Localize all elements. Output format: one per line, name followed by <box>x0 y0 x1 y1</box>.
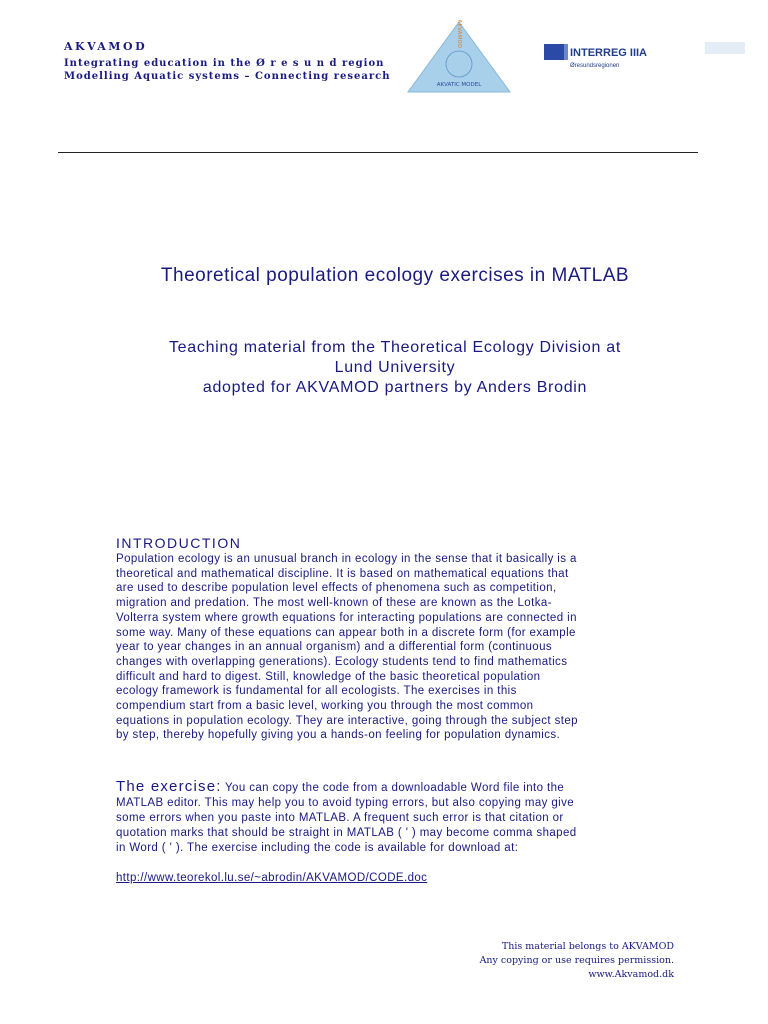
exercise-line: some errors when you paste into MATLAB. A frequent such error is that citation or <box>116 812 564 824</box>
exercise-first-line <box>116 779 676 796</box>
introduction-heading: INTRODUCTION <box>116 535 242 551</box>
intro-line: difficult and hard to digest. Still, knowledge of the basic theoretical population <box>116 670 541 683</box>
subtitle-line-2: Lund University <box>334 359 456 376</box>
exercise-section <box>116 779 676 856</box>
org-name: AKVAMOD <box>64 40 148 53</box>
intro-line: Volterra system where growth equations for interacting populations are connected in <box>116 611 577 624</box>
footer-website: www.Akvamod.dk <box>588 969 674 980</box>
code-download-link[interactable]: http://www.teorekol.lu.se/~abrodin/AKVAMOD/CODE.doc <box>116 872 428 884</box>
footer-ownership: This material belongs to AKVAMOD <box>501 941 674 952</box>
interreg-logo <box>540 42 680 78</box>
footer-permission: Any copying or use requires permission. <box>479 955 674 966</box>
logo-vertical-text: AKVAMOD <box>456 20 462 49</box>
exercise-line: in Word ( ' ). The exercise including the code is available for download at: <box>116 842 519 854</box>
top-right-bar <box>705 42 745 54</box>
interreg-subtitle: Øresundsregionen <box>570 63 620 69</box>
intro-line: are used to describe population level effects of phenomena such as competition, <box>116 582 557 595</box>
intro-line: some way. Many of these equations can appear both in a discrete form (for example <box>116 626 576 639</box>
introduction-body <box>116 552 676 743</box>
intro-line: Population ecology is an unusual branch in ecology in the sense that it basically is a <box>116 553 577 565</box>
eu-flag <box>544 44 564 60</box>
subtitle-line-3: adopted for AKVAMOD partners by Anders Brodin <box>202 379 588 396</box>
tagline-education: Integrating education in the Ø r e s u n d region <box>64 58 385 69</box>
subtitle-line-1: Teaching material from the Theoretical Ecology Division at <box>168 339 622 356</box>
intro-line: year to year changes in an annual organism) and a differential form (continuous <box>116 641 553 654</box>
intro-line: theoretical and mathematical discipline. It is based on mathematical equations that <box>116 567 569 580</box>
intro-line: by step, thereby hopefully giving you a hands-on feeling for population dynamics. <box>116 729 561 742</box>
logo-base-text: AKVATIC MODEL <box>436 82 482 88</box>
exercise-line: MATLAB editor. This may help you to avoid typing errors, but also copying may give <box>116 797 575 809</box>
exercise-first-text: You can copy the code from a downloadable Word file into the <box>221 782 565 794</box>
akvamod-logo <box>406 20 512 94</box>
intro-line: migration and predation. The most well-known of these are known as the Lotka- <box>116 597 552 610</box>
intro-line: compendium start from a basic level, working you through the most common <box>116 700 534 713</box>
intro-line: ecology framework is fundamental for all ecologists. The exercises in this <box>116 685 517 698</box>
intro-line: changes with overlapping generations). Ecology students tend to find mathematics <box>116 655 568 668</box>
logo-gradient-bar <box>564 44 568 60</box>
footer-notice <box>480 940 674 982</box>
header-divider <box>58 152 698 153</box>
interreg-title: INTERREG IIIA <box>570 47 648 59</box>
document-title: Theoretical population ecology exercises in MATLAB <box>160 265 630 286</box>
exercise-label: The exercise: <box>116 778 222 795</box>
exercise-line: quotation marks that should be straight in MATLAB ( ' ) may become comma shaped <box>116 827 577 839</box>
tagline-modelling: Modelling Aquatic systems – Connecting research <box>64 71 391 82</box>
intro-line: equations in population ecology. They are interactive, going through the subject step <box>116 714 578 727</box>
